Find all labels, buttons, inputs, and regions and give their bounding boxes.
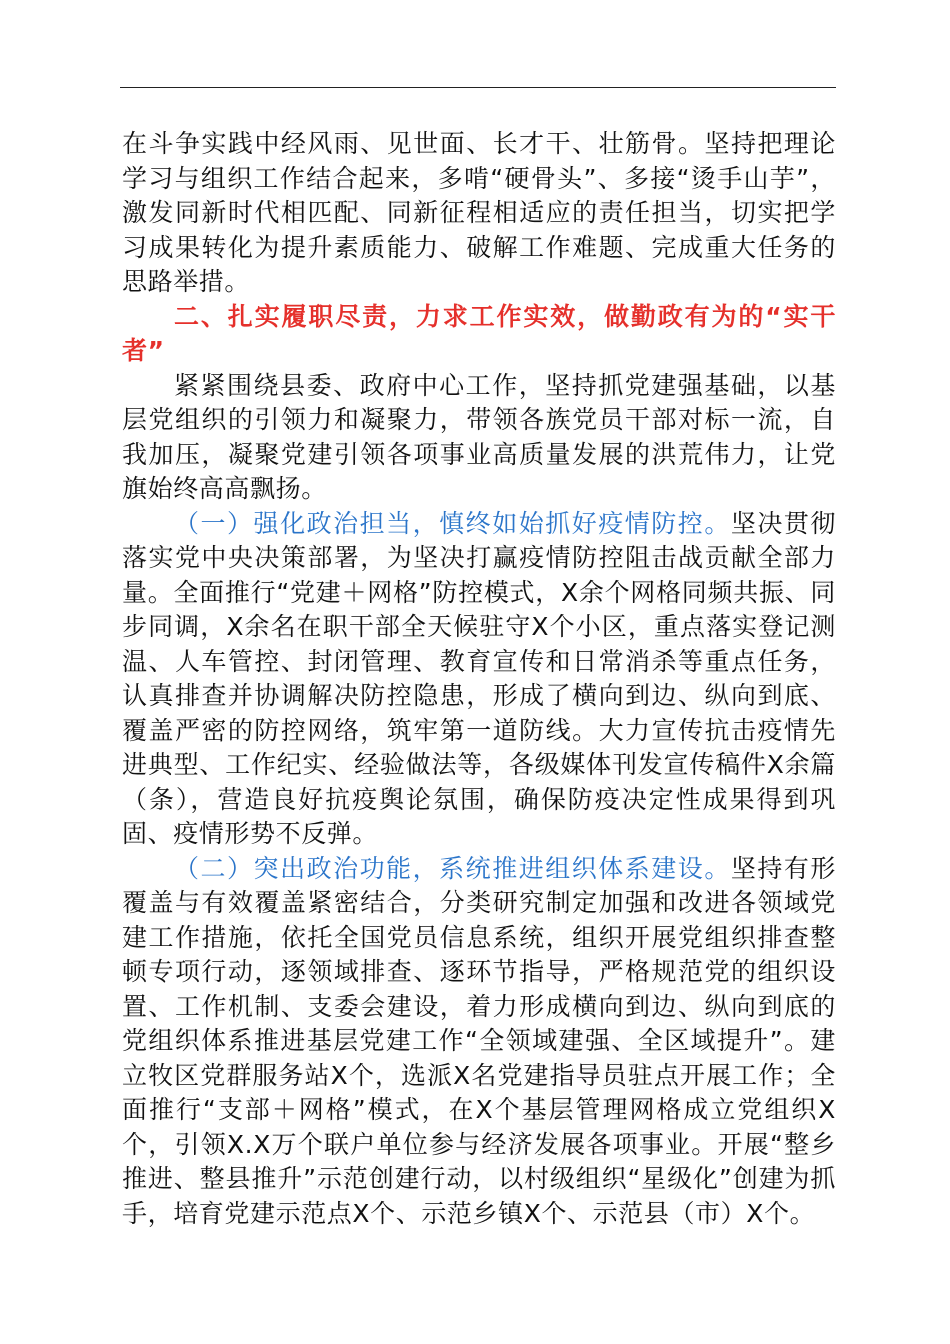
subsection-1-body: 坚决贯彻落实党中央决策部署，为坚决打赢疫情防控阻击战贡献全部力量。全面推行“党建＋网格”防控模式，X余个网格同频共振、同步同调，X余名在职干部全天候驻守X个小区，重点落实登记测温、人车管控、封闭管理、教育宣传和日常消杀等重点任务，认真排查并协调解决防控隐患，形成了横向到边、纵向到底、覆盖严密的防控网络，筑牢第一道防线。大力宣传抗击疫情先进典型、工作纪实、经验做法等，各级媒体刊发宣传稿件X余篇（条），营造良好抗疫舆论氛围，确保防疫决定性成果得到巩固、疫情形势不反弹。 [122, 508, 836, 848]
paragraph-subsection-1 [122, 507, 836, 852]
subsection-1-title: （一）强化政治担当，慎终如始抓好疫情防控。 [174, 508, 731, 538]
paragraph-subsection-2 [122, 852, 836, 1232]
section-heading-2: 二、扎实履职尽责，力求工作实效，做勤政有为的“实干者” [122, 301, 836, 365]
subsection-2-body: 坚持有形覆盖与有效覆盖紧密结合，分类研究制定加强和改进各领域党建工作措施，依托全国党员信息系统，组织开展党组织排查整顿专项行动，逐领域排查、逐环节指导，严格规范党的组织设置、工作机制、支委会建设，着力形成横向到边、纵向到底的党组织体系推进基层党建工作“全领域建强、全区域提升”。建立牧区党群服务站X个，选派X名党建指导员驻点开展工作；全面推行“支部＋网格”模式，在X个基层管理网格成立党组织X个，引领X.X万个联户单位参与经济发展各项事业。开展“整乡推进、整县推升”示范创建行动，以村级组织“星级化”创建为抓手，培育党建示范点X个、示范乡镇X个、示范县（市）X个。 [122, 853, 836, 1228]
document-body [122, 127, 836, 1231]
subsection-2-title: （二）突出政治功能，系统推进组织体系建设。 [174, 853, 731, 883]
paragraph-continuation: 在斗争实践中经风雨、见世面、长才干、壮筋骨。坚持把理论学习与组织工作结合起来，多啃“硬骨头”、多接“烫手山芋”，激发同新时代相匹配、同新征程相适应的责任担当，切实把学习成果转化为提升素质能力、破解工作难题、完成重大任务的思路举措。 [122, 129, 836, 296]
paragraph-section-2-intro: 紧紧围绕县委、政府中心工作，坚持抓党建强基础，以基层党组织的引领力和凝聚力，带领各族党员干部对标一流，自我加压，凝聚党建引领各项事业高质量发展的洪荒伟力，让党旗始终高高飘扬。 [122, 370, 836, 503]
header-rule [120, 87, 836, 88]
